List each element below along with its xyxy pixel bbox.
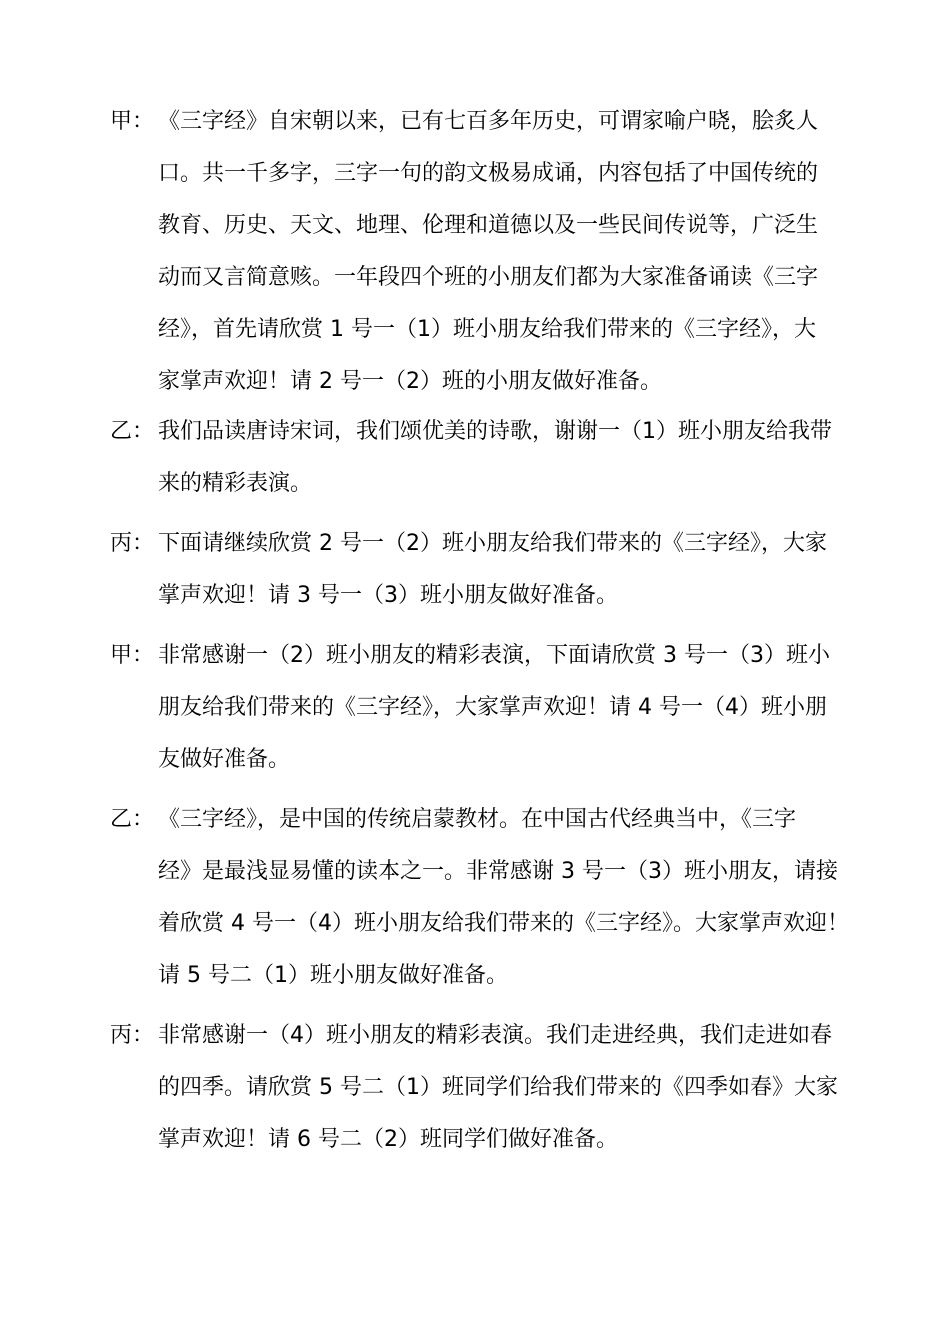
text-line: 的四季。请欣赏 5 号二（1）班同学们给我们带来的《四季如春》大家 — [158, 1075, 838, 1100]
script-paragraph-4 — [110, 630, 850, 786]
text-line: 来的精彩表演。 — [158, 471, 313, 496]
text-line: 经》是最浅显易懂的读本之一。非常感谢 3 号一（3）班小朋友，请接 — [158, 859, 838, 884]
paragraph-text — [158, 518, 850, 622]
text-line: 家掌声欢迎！请 2 号一（2）班的小朋友做好准备。 — [158, 369, 662, 394]
paragraph-text — [158, 630, 850, 786]
speaker-label: 乙： — [110, 807, 155, 832]
script-paragraph-3 — [110, 518, 850, 622]
text-line: 掌声欢迎！请 3 号一（3）班小朋友做好准备。 — [158, 583, 618, 608]
script-paragraph-5 — [110, 794, 850, 1002]
paragraph-text — [158, 406, 850, 510]
text-line: 教育、历史、天文、地理、伦理和道德以及一些民间传说等，广泛生 — [158, 213, 819, 238]
text-line: 请 5 号二（1）班小朋友做好准备。 — [158, 963, 508, 988]
text-line: 掌声欢迎！请 6 号二（2）班同学们做好准备。 — [158, 1127, 618, 1152]
text-line: 我们品读唐诗宋词，我们颂优美的诗歌，谢谢一（1）班小朋友给我带 — [158, 419, 832, 444]
paragraph-text — [158, 96, 850, 408]
speaker-label: 甲： — [110, 643, 155, 668]
text-line: 非常感谢一（2）班小朋友的精彩表演，下面请欣赏 3 号一（3）班小 — [158, 643, 830, 668]
paragraph-text — [158, 794, 850, 1002]
speaker-label: 丙： — [110, 1023, 155, 1048]
text-line: 下面请继续欣赏 2 号一（2）班小朋友给我们带来的《三字经》，大家 — [158, 531, 827, 556]
text-line: 非常感谢一（4）班小朋友的精彩表演。我们走进经典，我们走进如春 — [158, 1023, 832, 1048]
text-line: 着欣赏 4 号一（4）班小朋友给我们带来的《三字经》。大家掌声欢迎！ — [158, 911, 849, 936]
text-line: 口。共一千多字，三字一句的韵文极易成诵，内容包括了中国传统的 — [158, 161, 819, 186]
script-paragraph-2 — [110, 406, 850, 510]
speaker-label: 甲： — [110, 109, 155, 134]
script-paragraph-1 — [110, 96, 850, 408]
text-line: 朋友给我们带来的《三字经》，大家掌声欢迎！请 4 号一（4）班小朋 — [158, 695, 827, 720]
text-line: 《三字经》，是中国的传统启蒙教材。在中国古代经典当中，《三字 — [158, 807, 797, 832]
speaker-label: 丙： — [110, 531, 155, 556]
text-line: 经》，首先请欣赏 1 号一（1）班小朋友给我们带来的《三字经》，大 — [158, 317, 816, 342]
text-line: 《三字经》自宋朝以来，已有七百多年历史，可谓家喻户晓，脍炙人 — [158, 109, 819, 134]
text-line: 友做好准备。 — [158, 747, 291, 772]
script-paragraph-6 — [110, 1010, 850, 1166]
text-line: 动而又言简意赅。一年段四个班的小朋友们都为大家准备诵读《三字 — [158, 265, 819, 290]
speaker-label: 乙： — [110, 419, 155, 444]
paragraph-text — [158, 1010, 850, 1166]
